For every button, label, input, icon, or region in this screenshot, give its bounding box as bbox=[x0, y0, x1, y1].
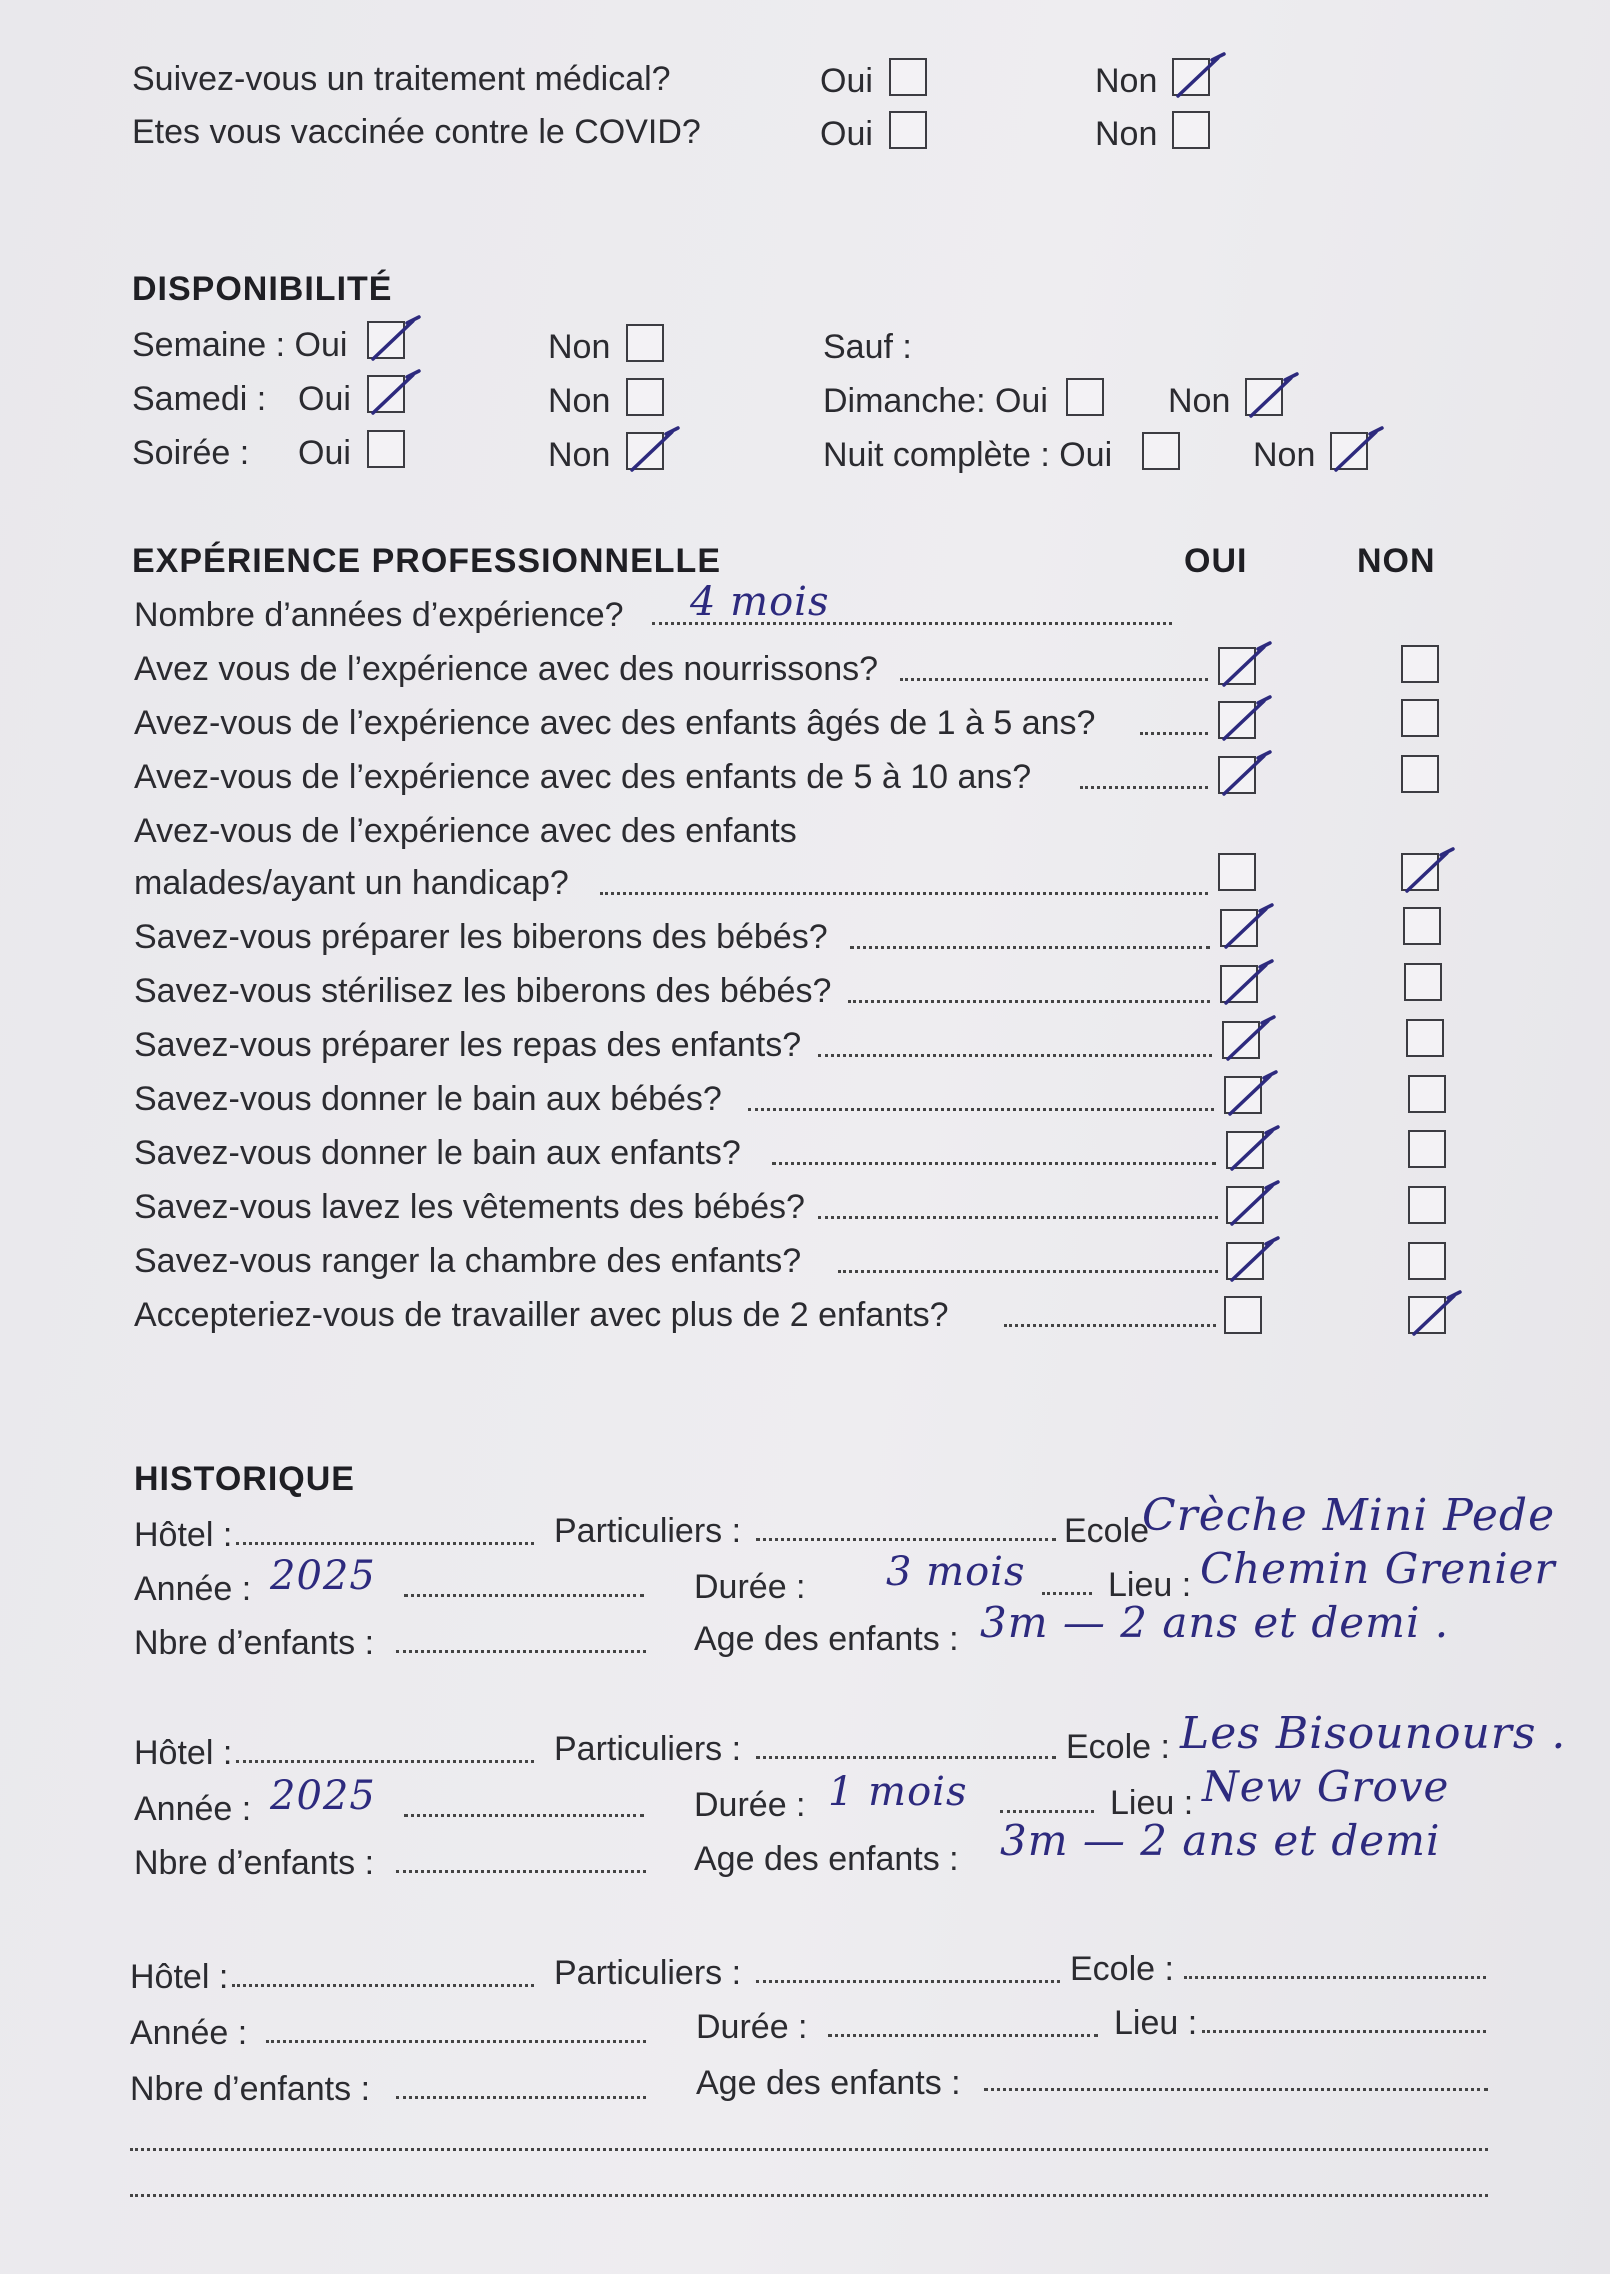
handwritten-ecole-1[interactable]: Crèche Mini Pede bbox=[1142, 1490, 1556, 1541]
question-tidy-room: Savez-vous ranger la chambre des enfants? bbox=[134, 1242, 802, 1280]
checkbox-semaine-non[interactable] bbox=[626, 324, 664, 362]
question-more-than-2-children: Accepteriez-vous de travailler avec plus de 2 enfants? bbox=[134, 1296, 949, 1334]
dotted-leader bbox=[848, 1000, 1210, 1003]
handwritten-lieu-1[interactable]: Chemin Grenier bbox=[1200, 1544, 1556, 1593]
question-sterilize: Savez-vous stérilisez les biberons des bébés? bbox=[134, 972, 832, 1010]
label-semaine: Semaine : Oui bbox=[132, 326, 348, 364]
checkbox-sterilize-oui[interactable] bbox=[1220, 965, 1258, 1003]
checkbox-covid-non[interactable] bbox=[1172, 111, 1210, 149]
check-mark-icon bbox=[1397, 841, 1457, 901]
label-samedi: Samedi : bbox=[132, 380, 267, 418]
label-non: Non bbox=[548, 328, 611, 366]
label-oui: Oui bbox=[820, 115, 873, 153]
lieu-field-3[interactable] bbox=[1202, 2030, 1486, 2033]
annee-field-1[interactable] bbox=[404, 1594, 644, 1597]
check-mark-icon bbox=[1216, 953, 1276, 1013]
checkbox-sick-children-non[interactable] bbox=[1401, 853, 1439, 891]
checkbox-sick-children-oui[interactable] bbox=[1218, 853, 1256, 891]
checkbox-infants-oui[interactable] bbox=[1218, 647, 1256, 685]
checkbox-bath-children-oui[interactable] bbox=[1226, 1131, 1264, 1169]
label-oui: Oui bbox=[820, 62, 873, 100]
check-mark-icon bbox=[363, 309, 423, 369]
checkbox-nuit-non[interactable] bbox=[1330, 432, 1368, 470]
duree-field-3[interactable] bbox=[828, 2034, 1098, 2037]
label-ecole: Ecole : bbox=[1066, 1728, 1170, 1766]
checkbox-more-than-2-oui[interactable] bbox=[1224, 1296, 1262, 1334]
checkbox-tidy-room-non[interactable] bbox=[1408, 1242, 1446, 1280]
handwritten-duree-2[interactable]: 1 mois bbox=[828, 1769, 968, 1815]
label-nuit-complete: Nuit complète : Oui bbox=[823, 436, 1113, 474]
section-title-history: HISTORIQUE bbox=[134, 1460, 355, 1498]
check-mark-icon bbox=[1241, 366, 1301, 426]
label-lieu: Lieu : bbox=[1110, 1784, 1194, 1822]
label-age-enfants: Age des enfants : bbox=[696, 2064, 961, 2102]
checkbox-samedi-oui[interactable] bbox=[367, 375, 405, 413]
checkbox-soiree-oui[interactable] bbox=[367, 430, 405, 468]
check-mark-icon bbox=[1214, 689, 1274, 749]
question-medical-treatment: Suivez-vous un traitement médical? bbox=[132, 60, 671, 98]
dotted-leader bbox=[600, 892, 1208, 895]
check-mark-icon bbox=[1220, 1064, 1280, 1124]
dotted-leader bbox=[900, 678, 1208, 681]
checkbox-meals-non[interactable] bbox=[1406, 1019, 1444, 1057]
checkbox-tidy-room-oui[interactable] bbox=[1226, 1242, 1264, 1280]
label-non: Non bbox=[548, 436, 611, 474]
label-non: Non bbox=[548, 382, 611, 420]
label-ecole: Ecole : bbox=[1070, 1950, 1174, 1988]
hotel-field-3[interactable] bbox=[232, 1984, 534, 1987]
checkbox-more-than-2-non[interactable] bbox=[1408, 1296, 1446, 1334]
label-nbre-enfants: Nbre d’enfants : bbox=[130, 2070, 371, 2108]
checkbox-dimanche-oui[interactable] bbox=[1066, 378, 1104, 416]
label-non: Non bbox=[1168, 382, 1231, 420]
extra-notes-line-2[interactable] bbox=[130, 2194, 1488, 2197]
check-mark-icon bbox=[1404, 1284, 1464, 1344]
check-mark-icon bbox=[1168, 46, 1228, 106]
check-mark-icon bbox=[1216, 897, 1276, 957]
nbre-field-1[interactable] bbox=[396, 1650, 646, 1653]
label-oui: Oui bbox=[298, 434, 351, 472]
label-oui: Oui bbox=[298, 380, 351, 418]
label-duree: Durée : bbox=[694, 1568, 806, 1606]
question-covid-vaccine: Etes vous vaccinée contre le COVID? bbox=[132, 113, 701, 151]
checkbox-bath-babies-oui[interactable] bbox=[1224, 1076, 1262, 1114]
checkbox-nuit-oui[interactable] bbox=[1142, 432, 1180, 470]
handwritten-ecole-2[interactable]: Les Bisounours . bbox=[1180, 1708, 1567, 1759]
dotted-leader bbox=[838, 1270, 1218, 1273]
checkbox-bath-children-non[interactable] bbox=[1408, 1130, 1446, 1168]
handwritten-annee-1[interactable]: 2025 bbox=[270, 1553, 376, 1599]
label-particuliers: Particuliers : bbox=[554, 1512, 742, 1550]
handwritten-lieu-2[interactable]: New Grove bbox=[1202, 1762, 1450, 1811]
hotel-field-2[interactable] bbox=[236, 1760, 534, 1763]
question-bottles: Savez-vous préparer les biberons des bébés? bbox=[134, 918, 828, 956]
dotted-leader bbox=[1004, 1324, 1216, 1327]
label-duree: Durée : bbox=[696, 2008, 808, 2046]
dotted-leader bbox=[1042, 1592, 1092, 1595]
section-title-experience: EXPÉRIENCE PROFESSIONNELLE bbox=[132, 542, 721, 580]
checkbox-children-1-5-non[interactable] bbox=[1401, 699, 1439, 737]
checkbox-infants-non[interactable] bbox=[1401, 645, 1439, 683]
checkbox-bath-babies-non[interactable] bbox=[1408, 1075, 1446, 1113]
checkbox-bottles-oui[interactable] bbox=[1220, 909, 1258, 947]
check-mark-icon bbox=[1214, 635, 1274, 695]
label-non: Non bbox=[1095, 62, 1158, 100]
nbre-field-3[interactable] bbox=[396, 2096, 646, 2099]
particuliers-field-3[interactable] bbox=[756, 1980, 1060, 1983]
checkbox-semaine-oui[interactable] bbox=[367, 321, 405, 359]
checkbox-laundry-oui[interactable] bbox=[1226, 1186, 1264, 1224]
dotted-leader bbox=[1080, 786, 1208, 789]
handwritten-duree-1[interactable]: 3 mois bbox=[886, 1549, 1026, 1595]
question-sick-children-line1: Avez-vous de l’expérience avec des enfants bbox=[134, 812, 797, 850]
check-mark-icon bbox=[1222, 1230, 1282, 1290]
label-hotel: Hôtel : bbox=[134, 1516, 233, 1554]
question-meals: Savez-vous préparer les repas des enfants? bbox=[134, 1026, 802, 1064]
label-ecole: Ecole bbox=[1064, 1512, 1150, 1550]
annee-field-3[interactable] bbox=[266, 2040, 646, 2043]
label-lieu: Lieu : bbox=[1114, 2004, 1198, 2042]
label-lieu: Lieu : bbox=[1108, 1566, 1192, 1604]
check-mark-icon bbox=[1218, 1009, 1278, 1069]
ecole-field-3[interactable] bbox=[1184, 1976, 1486, 1979]
question-years-experience: Nombre d’années d’expérience? bbox=[134, 596, 624, 634]
nbre-field-2[interactable] bbox=[396, 1870, 646, 1873]
dotted-leader bbox=[1140, 732, 1208, 735]
label-non: Non bbox=[1095, 115, 1158, 153]
label-nbre-enfants: Nbre d’enfants : bbox=[134, 1844, 375, 1882]
checkbox-children-5-10-oui[interactable] bbox=[1218, 756, 1256, 794]
question-sick-children-line2: malades/ayant un handicap? bbox=[134, 864, 569, 902]
label-hotel: Hôtel : bbox=[130, 1958, 229, 1996]
checkbox-treatment-oui[interactable] bbox=[889, 58, 927, 96]
dotted-leader bbox=[850, 946, 1210, 949]
label-annee: Année : bbox=[134, 1790, 252, 1828]
checkbox-dimanche-non[interactable] bbox=[1245, 378, 1283, 416]
check-mark-icon bbox=[622, 420, 682, 480]
hotel-field-1[interactable] bbox=[236, 1542, 534, 1545]
question-children-5-10: Avez-vous de l’expérience avec des enfants de 5 à 10 ans? bbox=[134, 758, 1032, 796]
check-mark-icon bbox=[1222, 1119, 1282, 1179]
question-infants: Avez vous de l’expérience avec des nourrissons? bbox=[134, 650, 879, 688]
particuliers-field-2[interactable] bbox=[756, 1756, 1056, 1759]
question-bath-babies: Savez-vous donner le bain aux bébés? bbox=[134, 1080, 722, 1118]
label-age-enfants: Age des enfants : bbox=[694, 1620, 959, 1658]
label-hotel: Hôtel : bbox=[134, 1734, 233, 1772]
label-sauf: Sauf : bbox=[823, 328, 912, 366]
column-header-oui: OUI bbox=[1184, 542, 1248, 580]
check-mark-icon bbox=[363, 363, 423, 423]
checkbox-children-1-5-oui[interactable] bbox=[1218, 701, 1256, 739]
checkbox-treatment-non[interactable] bbox=[1172, 58, 1210, 96]
label-duree: Durée : bbox=[694, 1786, 806, 1824]
checkbox-covid-oui[interactable] bbox=[889, 111, 927, 149]
label-annee: Année : bbox=[134, 1570, 252, 1608]
handwritten-age-1[interactable]: 3m — 2 ans et demi . bbox=[980, 1598, 1450, 1647]
question-children-1-5: Avez-vous de l’expérience avec des enfants âgés de 1 à 5 ans? bbox=[134, 704, 1096, 742]
label-particuliers: Particuliers : bbox=[554, 1730, 742, 1768]
checkbox-bottles-non[interactable] bbox=[1403, 907, 1441, 945]
dotted-leader bbox=[818, 1216, 1218, 1219]
section-title-availability: DISPONIBILITÉ bbox=[132, 270, 393, 308]
check-mark-icon bbox=[1326, 420, 1386, 480]
checkbox-soiree-non[interactable] bbox=[626, 432, 664, 470]
label-age-enfants: Age des enfants : bbox=[694, 1840, 959, 1878]
particuliers-field-1[interactable] bbox=[756, 1538, 1056, 1541]
check-mark-icon bbox=[1214, 744, 1274, 804]
column-header-non: NON bbox=[1357, 542, 1436, 580]
checkbox-meals-oui[interactable] bbox=[1222, 1021, 1260, 1059]
dotted-leader bbox=[772, 1162, 1216, 1165]
handwritten-years-answer[interactable]: 4 mois bbox=[690, 579, 830, 625]
handwritten-age-2[interactable]: 3m — 2 ans et demi bbox=[1000, 1816, 1441, 1865]
label-non: Non bbox=[1253, 436, 1316, 474]
dotted-leader bbox=[1000, 1810, 1094, 1813]
label-nbre-enfants: Nbre d’enfants : bbox=[134, 1624, 375, 1662]
annee-field-2[interactable] bbox=[404, 1814, 644, 1817]
label-annee: Année : bbox=[130, 2014, 248, 2052]
checkbox-laundry-non[interactable] bbox=[1408, 1186, 1446, 1224]
checkbox-samedi-non[interactable] bbox=[626, 378, 664, 416]
label-dimanche: Dimanche: Oui bbox=[823, 382, 1048, 420]
dotted-leader bbox=[748, 1108, 1214, 1111]
label-particuliers: Particuliers : bbox=[554, 1954, 742, 1992]
age-field-3[interactable] bbox=[984, 2088, 1488, 2091]
checkbox-sterilize-non[interactable] bbox=[1404, 963, 1442, 1001]
extra-notes-line-1[interactable] bbox=[130, 2148, 1488, 2151]
checkbox-children-5-10-non[interactable] bbox=[1401, 755, 1439, 793]
handwritten-annee-2[interactable]: 2025 bbox=[270, 1773, 376, 1819]
dotted-leader bbox=[818, 1054, 1212, 1057]
label-soiree: Soirée : bbox=[132, 434, 250, 472]
check-mark-icon bbox=[1222, 1174, 1282, 1234]
question-bath-children: Savez-vous donner le bain aux enfants? bbox=[134, 1134, 741, 1172]
question-laundry: Savez-vous lavez les vêtements des bébés? bbox=[134, 1188, 805, 1226]
